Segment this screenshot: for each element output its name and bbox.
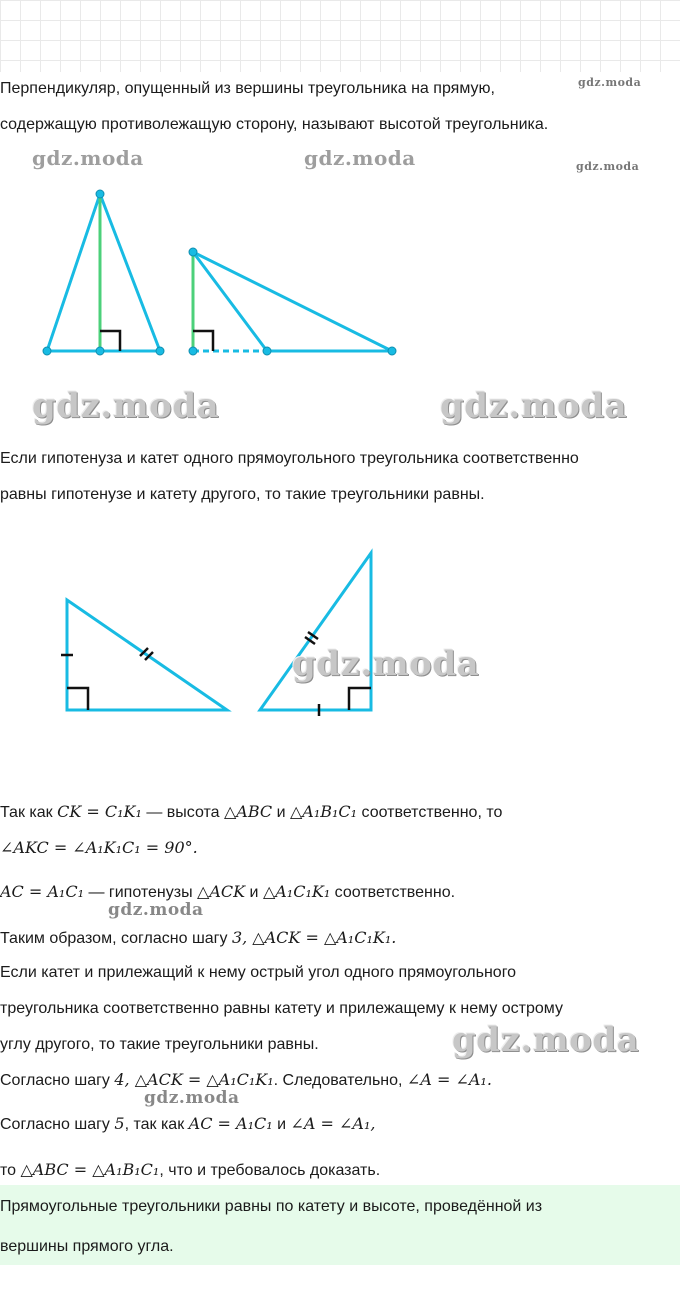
vertex-point (96, 190, 104, 198)
altitude-definition-line2: содержащую противолежащую сторону, называют высотой треугольника. (0, 116, 549, 133)
foot-point (189, 347, 197, 355)
obtuse-triangle (193, 252, 392, 351)
watermark: gdz.moda (144, 1088, 240, 1108)
leg-angle-theorem-line1: Если катет и прилежащий к нему острый угол одного прямоугольного (0, 964, 517, 981)
watermark: gdz.moda (32, 146, 144, 170)
proof-line-1: Так как CK = C₁K₁ — высота △ABC и △A₁B₁C₁ соответственно, то (0, 802, 503, 821)
acute-triangle (47, 194, 160, 351)
proof-line-8: Согласно шагу 4, △ACK = △A₁C₁K₁. Следовательно, ∠A = ∠A₁. (0, 1070, 492, 1089)
watermark: gdz.moda (576, 160, 640, 173)
leg-angle-theorem-line3: углу другого, то такие треугольники равны. (0, 1036, 319, 1053)
hypotenuse-leg-theorem-line1: Если гипотенуза и катет одного прямоугольного треугольника соответственно (0, 450, 579, 467)
right-triangle-2 (260, 553, 371, 710)
altitude-figure (0, 180, 680, 380)
hypotenuse-leg-theorem-line2: равны гипотенузе и катету другого, то такие треугольники равны. (0, 486, 485, 503)
right-angle-mark (67, 688, 88, 710)
vertex-point (156, 347, 164, 355)
grid-background (0, 0, 680, 72)
watermark: gdz.moda (452, 1020, 640, 1060)
watermark: gdz.moda (292, 644, 480, 684)
watermark: gdz.moda (304, 146, 416, 170)
leg-angle-theorem-line2: треугольника соответственно равны катету и прилежащему к нему острому (0, 1000, 563, 1017)
vertex-point (388, 347, 396, 355)
vertex-point (263, 347, 271, 355)
proof-line-3: AC = A₁C₁ — гипотенузы △ACK и △A₁C₁K₁ соответственно. (0, 882, 456, 901)
conclusion-line2: вершины прямого угла. (0, 1238, 174, 1255)
proof-line-2: ∠AKC = ∠A₁K₁C₁ = 90°. (0, 838, 198, 857)
proof-line-10: то △ABC = △A₁B₁C₁, что и требовалось доказать. (0, 1160, 381, 1179)
proof-line-9: Согласно шагу 5, так как AC = A₁C₁ и ∠A = ∠A₁, (0, 1114, 376, 1133)
right-angle-mark (349, 688, 371, 710)
watermark: gdz.moda (32, 386, 220, 426)
vertex-point (43, 347, 51, 355)
right-triangles-figure (0, 540, 680, 740)
watermark: gdz.moda (440, 386, 628, 426)
watermark: gdz.moda (578, 76, 642, 89)
proof-line-4: Таким образом, согласно шагу 3, △ACK = △A₁C₁K₁. (0, 928, 397, 947)
watermark: gdz.moda (108, 900, 204, 920)
right-triangle-1 (67, 600, 227, 710)
altitude-definition-line1: Перпендикуляр, опущенный из вершины треугольника на прямую, (0, 80, 495, 97)
foot-point (96, 347, 104, 355)
conclusion-line1: Прямоугольные треугольники равны по катету и высоте, проведённой из (0, 1198, 543, 1215)
vertex-point (189, 248, 197, 256)
